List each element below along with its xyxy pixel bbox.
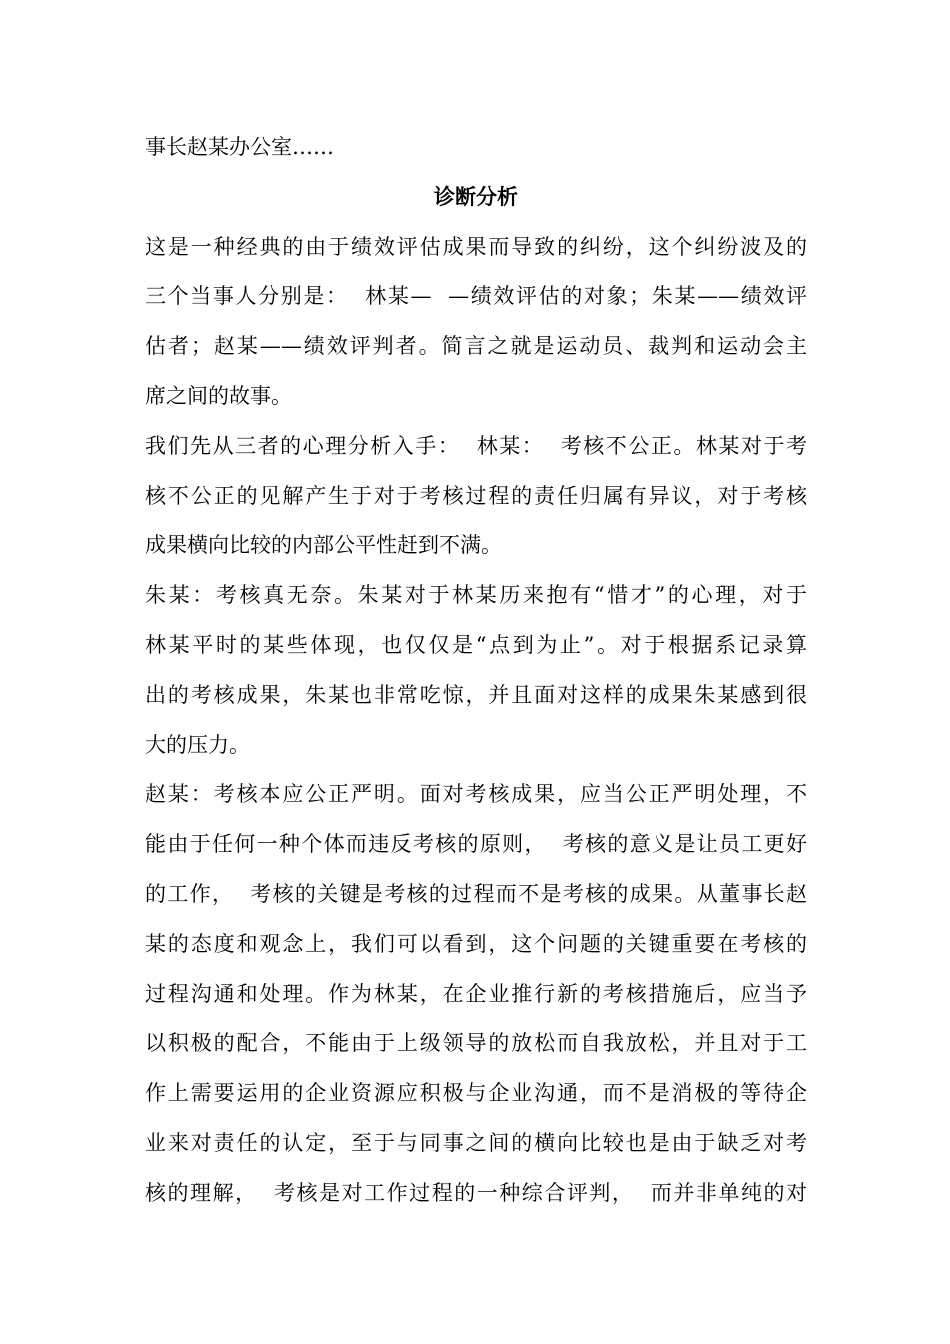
document-body (145, 123, 807, 1219)
text-line: 核不公正的见解产生于对于考核过程的责任归属有异议，对于考核 (145, 483, 807, 508)
text-line: 的工作， 考核的关键是考核的过程而不是考核的成果。从董事长赵 (145, 881, 807, 906)
text-line: 以积极的配合，不能由于上级领导的放松而自我放松，并且对于工 (145, 1031, 807, 1056)
text-line: 大的压力。 (145, 732, 250, 757)
text-line: 某的态度和观念上，我们可以看到，这个问题的关键重要在考核的 (145, 931, 807, 956)
text-line: 席之间的故事。 (145, 383, 292, 408)
text-line: 这是一种经典的由于绩效评估成果而导致的纠纷，这个纠纷波及的 (145, 234, 807, 259)
text-line: 朱某：考核真无奈。朱某对于林某历来抱有“惜才”的心理，对于 (145, 583, 807, 608)
text-line: 过程沟通和处理。作为林某，在企业推行新的考核措施后，应当予 (145, 981, 807, 1006)
text-line: 赵某：考核本应公正严明。面对考核成果，应当公正严明处理，不 (145, 782, 807, 807)
text-line: 估者；赵某——绩效评判者。简言之就是运动员、裁判和运动会主 (145, 334, 807, 359)
text-line: 业来对责任的认定，至于与同事之间的横向比较也是由于缺乏对考 (145, 1130, 807, 1155)
text-line: 我们先从三者的心理分析入手： 林某： 考核不公正。林某对于考 (145, 433, 807, 458)
text-line: 核的理解， 考核是对工作过程的一种综合评判， 而并非单纯的对 (145, 1180, 807, 1205)
text-line: 能由于任何一种个体而违反考核的原则， 考核的意义是让员工更好 (145, 832, 807, 857)
text-line: 事长赵某办公室…… (145, 135, 334, 159)
text-line: 出的考核成果，朱某也非常吃惊，并且面对这样的成果朱某感到很 (145, 682, 807, 707)
text-line: 作上需要运用的企业资源应积极与企业沟通，而不是消极的等待企 (145, 1081, 807, 1106)
section-heading: 诊断分析 (434, 184, 518, 209)
text-line: 成果横向比较的内部公平性赶到不满。 (145, 533, 502, 558)
text-line: 林某平时的某些体现，也仅仅是“点到为止”。对于根据系记录算 (145, 632, 807, 657)
text-line: 三个当事人分别是： 林某— —绩效评估的对象；朱某——绩效评 (145, 284, 807, 309)
